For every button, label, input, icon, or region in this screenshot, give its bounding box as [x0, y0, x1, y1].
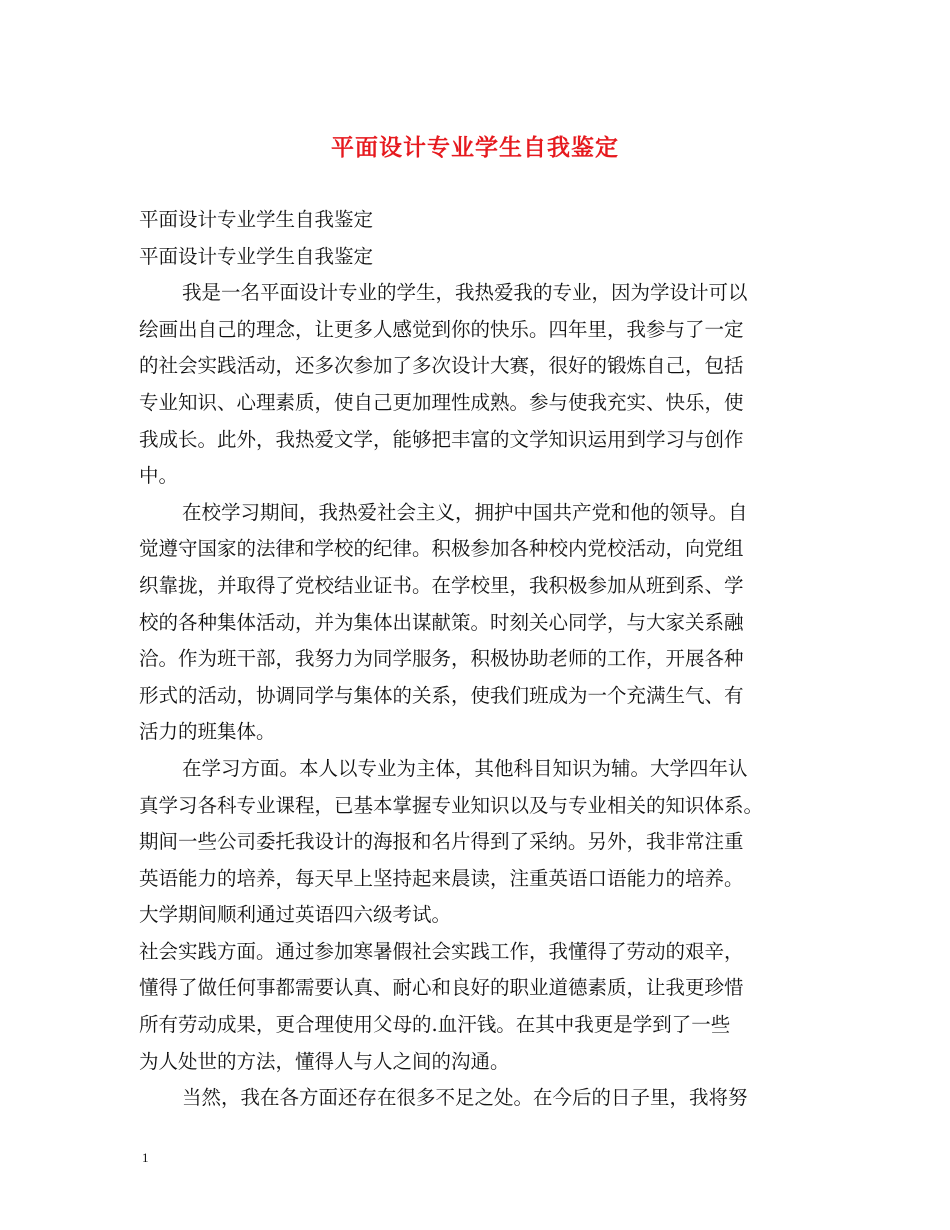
- text-line: 我是一名平面设计专业的学生，我热爱我的专业，因为学设计可以: [182, 281, 748, 305]
- text-line: 洽。作为班干部，我努力为同学服务，积极协助老师的工作，开展各种: [139, 647, 744, 671]
- text-line: 懂得了做任何事都需要认真、耐心和良好的职业道德素质，让我更珍惜: [139, 976, 744, 1000]
- text-line: 社会实践方面。通过参加寒暑假社会实践工作，我懂得了劳动的艰辛，: [139, 939, 744, 963]
- text-line: 校的各种集体活动，并为集体出谋献策。时刻关心同学，与大家关系融: [139, 610, 744, 634]
- document-body: [139, 202, 829, 1117]
- text-line: 中。: [139, 464, 179, 488]
- text-line: 大学期间顺利通过英语四六级考试。: [139, 903, 452, 927]
- text-line: 所有劳动成果，更合理使用父母的.血汗钱。在其中我更是学到了一些: [139, 1013, 731, 1037]
- text-line: 平面设计专业学生自我鉴定: [139, 208, 374, 231]
- text-line: 真学习各科专业课程，已基本掌握专业知识以及与专业相关的知识体系。: [139, 793, 764, 817]
- text-line: 绘画出自己的理念，让更多人感觉到你的快乐。四年里，我参与了一定: [139, 317, 744, 341]
- text-line: 英语能力的培养，每天早上坚持起来晨读，注重英语口语能力的培养。: [139, 866, 744, 890]
- document-title: 平面设计专业学生自我鉴定: [331, 134, 619, 161]
- text-line: 的社会实践活动，还多次参加了多次设计大赛，很好的锻炼自己，包括: [139, 354, 744, 378]
- text-line: 我成长。此外，我热爱文学，能够把丰富的文学知识运用到学习与创作: [139, 427, 744, 451]
- text-line: 形式的活动，协调同学与集体的关系，使我们班成为一个充满生气、有: [139, 683, 744, 707]
- text-line: 平面设计专业学生自我鉴定: [139, 244, 374, 268]
- page-number: 1: [142, 1150, 149, 1165]
- text-line: 织靠拢，并取得了党校结业证书。在学校里，我积极参加从班到系、学: [139, 573, 744, 597]
- text-line: 觉遵守国家的法律和学校的纪律。积极参加各种校内党校活动，向党组: [139, 537, 744, 561]
- text-line: 为人处世的方法，懂得人与人之间的沟通。: [139, 1049, 510, 1073]
- text-line: 当然，我在各方面还存在很多不足之处。在今后的日子里，我将努: [182, 1086, 748, 1110]
- text-line: 期间一些公司委托我设计的海报和名片得到了采纳。另外，我非常注重: [139, 830, 744, 854]
- text-line: 专业知识、心理素质，使自己更加理性成熟。参与使我充实、快乐，使: [139, 390, 744, 414]
- text-line: 在校学习期间，我热爱社会主义，拥护中国共产党和他的领导。自: [182, 500, 748, 524]
- text-line: 活力的班集体。: [139, 720, 276, 744]
- text-line: 在学习方面。本人以专业为主体，其他科目知识为辅。大学四年认: [182, 756, 748, 780]
